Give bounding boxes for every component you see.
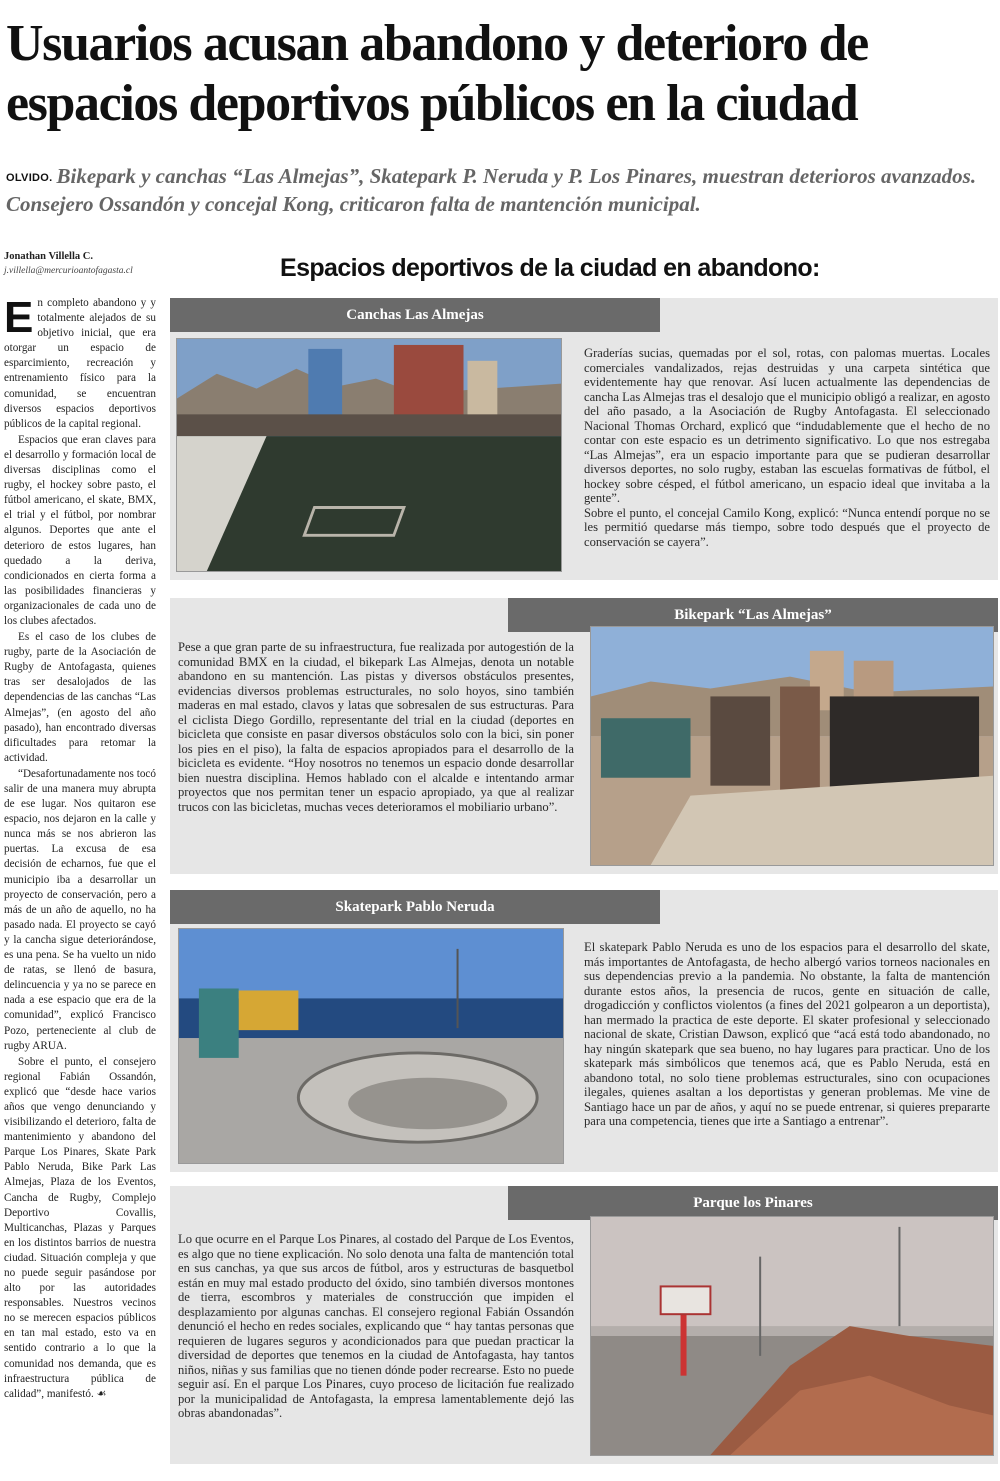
panel-skatepark <box>170 890 998 1172</box>
panel-paragraph: Pese a que gran parte de su infraestructura, fue realizada por autogestión de la comunidad BMX en la ciudad, el bikepark Las Almejas, denota un notable abandono en su mantención. Las pistas y diversos obstáculos presentes, evidencias diversos problemas estructurales, no solo hoyos, sino también maderas en mal estado, clavos y latas que sobresalen de sus estructuras. Para el ciclista Diego Gordillo, representante del trial en la ciudad (deportes en bicicleta que consiste en pasar diversos obstáculos solo con la bici, sin poner los pies en el piso), la falta de espacios apropiados para el desarrollo de la bicicleta es evidente. “Hoy nosotros no tenemos un espacio donde desarrollar bien nuestra disciplina. Hemos hablado con el alcalde e intentando armar proyectos que nos permitan tener un espacio apropiado, ya que al realizar trucos con las bicicletas, muchas veces deterioramos el mobiliario urbano”. <box>178 640 574 814</box>
body-paragraph-text: n completo abandono y y totalmente alejados de su objetivo inicial, que era otorgar un espacio de esparcimiento, recreación y entrenamiento físico para la comunidad, se encuentran diversos espacios deportivos públicos de la capital regional. <box>4 297 156 430</box>
byline-email: j.villella@mercurioantofagasta.cl <box>4 266 133 276</box>
section-title: Espacios deportivos de la ciudad en abandono: <box>280 254 820 282</box>
photo-pinares-image <box>591 1217 993 1455</box>
body-paragraph: “Desafortunadamente nos tocó salir de una manera muy abrupta de ese lugar. Nos quitaron ese espacio, nos dejaron en la calle y nunca más se nos abrieron las puertas. La excusa de esa decisión de echarnos, fue que el municipio iba a desarrollar un proyecto de conservación, pero a más de un año de aquello, no ha pasado nada. El proyecto se cayó y la cancha sigue deteriorándose, es una pena. Se ha vuelto un nido de ratas, se llenó de basura, delincuencia y ya no se parece en nada a ese espacio que era de la comunidad”, explicó Francisco Pozo, perteneciente al club de rugby ARUA. <box>4 767 156 1052</box>
panel-text <box>584 346 990 549</box>
byline-author: Jonathan Villella C. <box>4 251 93 262</box>
photo-canchas <box>176 338 562 572</box>
panel-paragraph: El skatepark Pablo Neruda es uno de los espacios para el desarrollo del skate, más importantes de Antofagasta, de hecho albergó varios torneos nacionales en sus dependencias previo a la pandemia. No obstante, la falta de mantención durante estos años, la presencia de rucos, gente en situación de calle, drogadicción y conflictos violentos (a fines del 2021 golpearon a un deportista), han mermado la practica de este deporte. El skater profesional y seleccionado nacional de skate, Cristian Dawson, explicó que “acá está todo abandonado, no hay ningún skatepark que sea bueno, no hay lugares para practicar. Uno de los skatepark más simbólicos que tenemos acá, que es Pablo Neruda, está en abandono total, no solo tiene problemas estructurales, sino con ocupaciones ilegales, quienes asaltan a los deportistas y generan problemas. Me vine de Santiago hace un par de años, y aquí no se puede entrenar, si quieres prepararte para una competencia, tienes que irte a Santiago a entrenar”. <box>584 940 990 1128</box>
photo-skatepark-image <box>179 929 563 1163</box>
photo-skatepark <box>178 928 564 1164</box>
photo-canchas-image <box>177 339 561 571</box>
photo-bikepark <box>590 626 994 866</box>
panel-text <box>584 940 990 1129</box>
panel-canchas-las-almejas <box>170 298 998 580</box>
panel-paragraph: Sobre el punto, el concejal Camilo Kong, explicó: “Nunca entendí porque no se les permitió quedarse más tiempo, sobre todo después que el proyecto de conservación se cayera”. <box>584 505 990 549</box>
body-paragraph: Es el caso de los clubes de rugby, parte de la Asociación de Rugby de Antofagasta, quienes tras ser desalojados de las dependencias de las canchas “Las Almejas”, (en agosto del año pasado), han encontrado diversas dificultades para retomar la actividad. <box>4 631 156 764</box>
panel-label: Skatepark Pablo Neruda <box>170 890 660 924</box>
subhead-text: Bikepark y canchas “Las Almejas”, Skatepark P. Neruda y P. Los Pinares, muestran deterioros avanzados. Consejero Ossandón y concejal Kong, criticaron falta de mantención municipal. <box>6 164 977 216</box>
panel-label: Canchas Las Almejas <box>170 298 660 332</box>
body-paragraph: Sobre el punto, el consejero regional Fabián Ossandón, explicó que “desde hace varios años que vengo denunciando y visibilizando el deterioro, falta de mantenimiento y abandono del Parque Los Pinares, Skate Park Pablo Neruda, Bike Park Las Almejas, Plaza de los Eventos, Cancha de Rugby, Complejo Deportivo Covallis, Multicanchas, Plazas y Parques en los distintos barrios de nuestra ciudad. Situación compleja y que no puede seguir pasándose por alto por las autoridades responsables. Nuestros vecinos no se merecen espacios públicos en tan mal estado, esto va en sentido contrario a lo que la comunidad nos demanda, que es infraestructura pública de calidad”, manifestó. ☙ <box>4 1055 156 1400</box>
headline: Usuarios acusan abandono y deterioro de espacios deportivos públicos en la ciudad <box>6 15 868 132</box>
panel-text <box>178 640 574 814</box>
panel-bikepark <box>170 598 998 874</box>
photo-pinares <box>590 1216 994 1456</box>
dropcap: E <box>4 296 34 342</box>
body-paragraph <box>4 296 156 432</box>
article-body <box>4 296 156 1472</box>
photo-bikepark-image <box>591 627 993 865</box>
panel-text <box>178 1232 574 1421</box>
panel-label: Parque los Pinares <box>508 1186 998 1220</box>
subhead-kicker: OLVIDO. <box>6 172 53 184</box>
panel-label: Bikepark “Las Almejas” <box>508 598 998 632</box>
panel-paragraph: Lo que ocurre en el Parque Los Pinares, al costado del Parque de Los Eventos, es algo que no tiene explicación. No solo denota una falta de mantención total en sus canchas, ya que sus arcos de fútbol, aros y estructuras de basquetbol están en muy mal estado producto del óxido, sino también diversos montones de tierra, escombros y materiales de construcción que impiden el desplazamiento por algunas canchas. El consejero regional Fabián Ossandón denunció el hecho en redes sociales, explicando que “ hay tantas personas que requieren de lugares seguros y acondicionados para que puedan practicar la diversidad de deportes que tenemos en la ciudad de Antofagasta, hay tantos niños, niñas y sus familias que no tienen dónde poder recrearse. Esto no puede seguir así. En el parque Los Pinares, cuyo proceso de licitación fue realizado por la municipalidad de Antofagasta, la empresa lamentablemente dejó las obras abandonadas”. <box>178 1232 574 1420</box>
body-paragraph: Espacios que eran claves para el desarrollo y formación local de diversas disciplinas como el rugby, el hockey sobre pasto, el fútbol americano, el skate, BMX, el trial y el fútbol, por nombrar algunos. Deportes que ante el deterioro de estos lugares, han quedado a la deriva, condicionados en cierta forma a las posibilidades financieras y organizacionales de cada uno de los clubes afectados. <box>4 433 156 627</box>
panel-pinares <box>170 1186 998 1464</box>
panel-paragraph: Graderías sucias, quemadas por el sol, rotas, con palomas muertas. Locales comerciales vandalizados, rejas destruidas y una carpeta sintética que evidentemente hay que renovar. Así lucen actualmente las dependencias de cancha Las Almejas tras el desalojo que el municipio obligó a realizar, en agosto del año pasado, a la Asociación de Rugby Antofagasta. El seleccionado Nacional Thomas Orchard, explicó que “indudablemente que el hecho de no contar con este espacio es un detrimento significativo. Lo que nos estregaba “Las Almejas”, era un espacio importante para que se pudieran desarrollar diversos deportes, no solo rugby, estaban las escuelas formativas de fútbol, el hockey sobre césped, el fútbol americano, un espacio ideal que invitaba a la gente”. <box>584 346 990 505</box>
subhead <box>6 163 996 217</box>
